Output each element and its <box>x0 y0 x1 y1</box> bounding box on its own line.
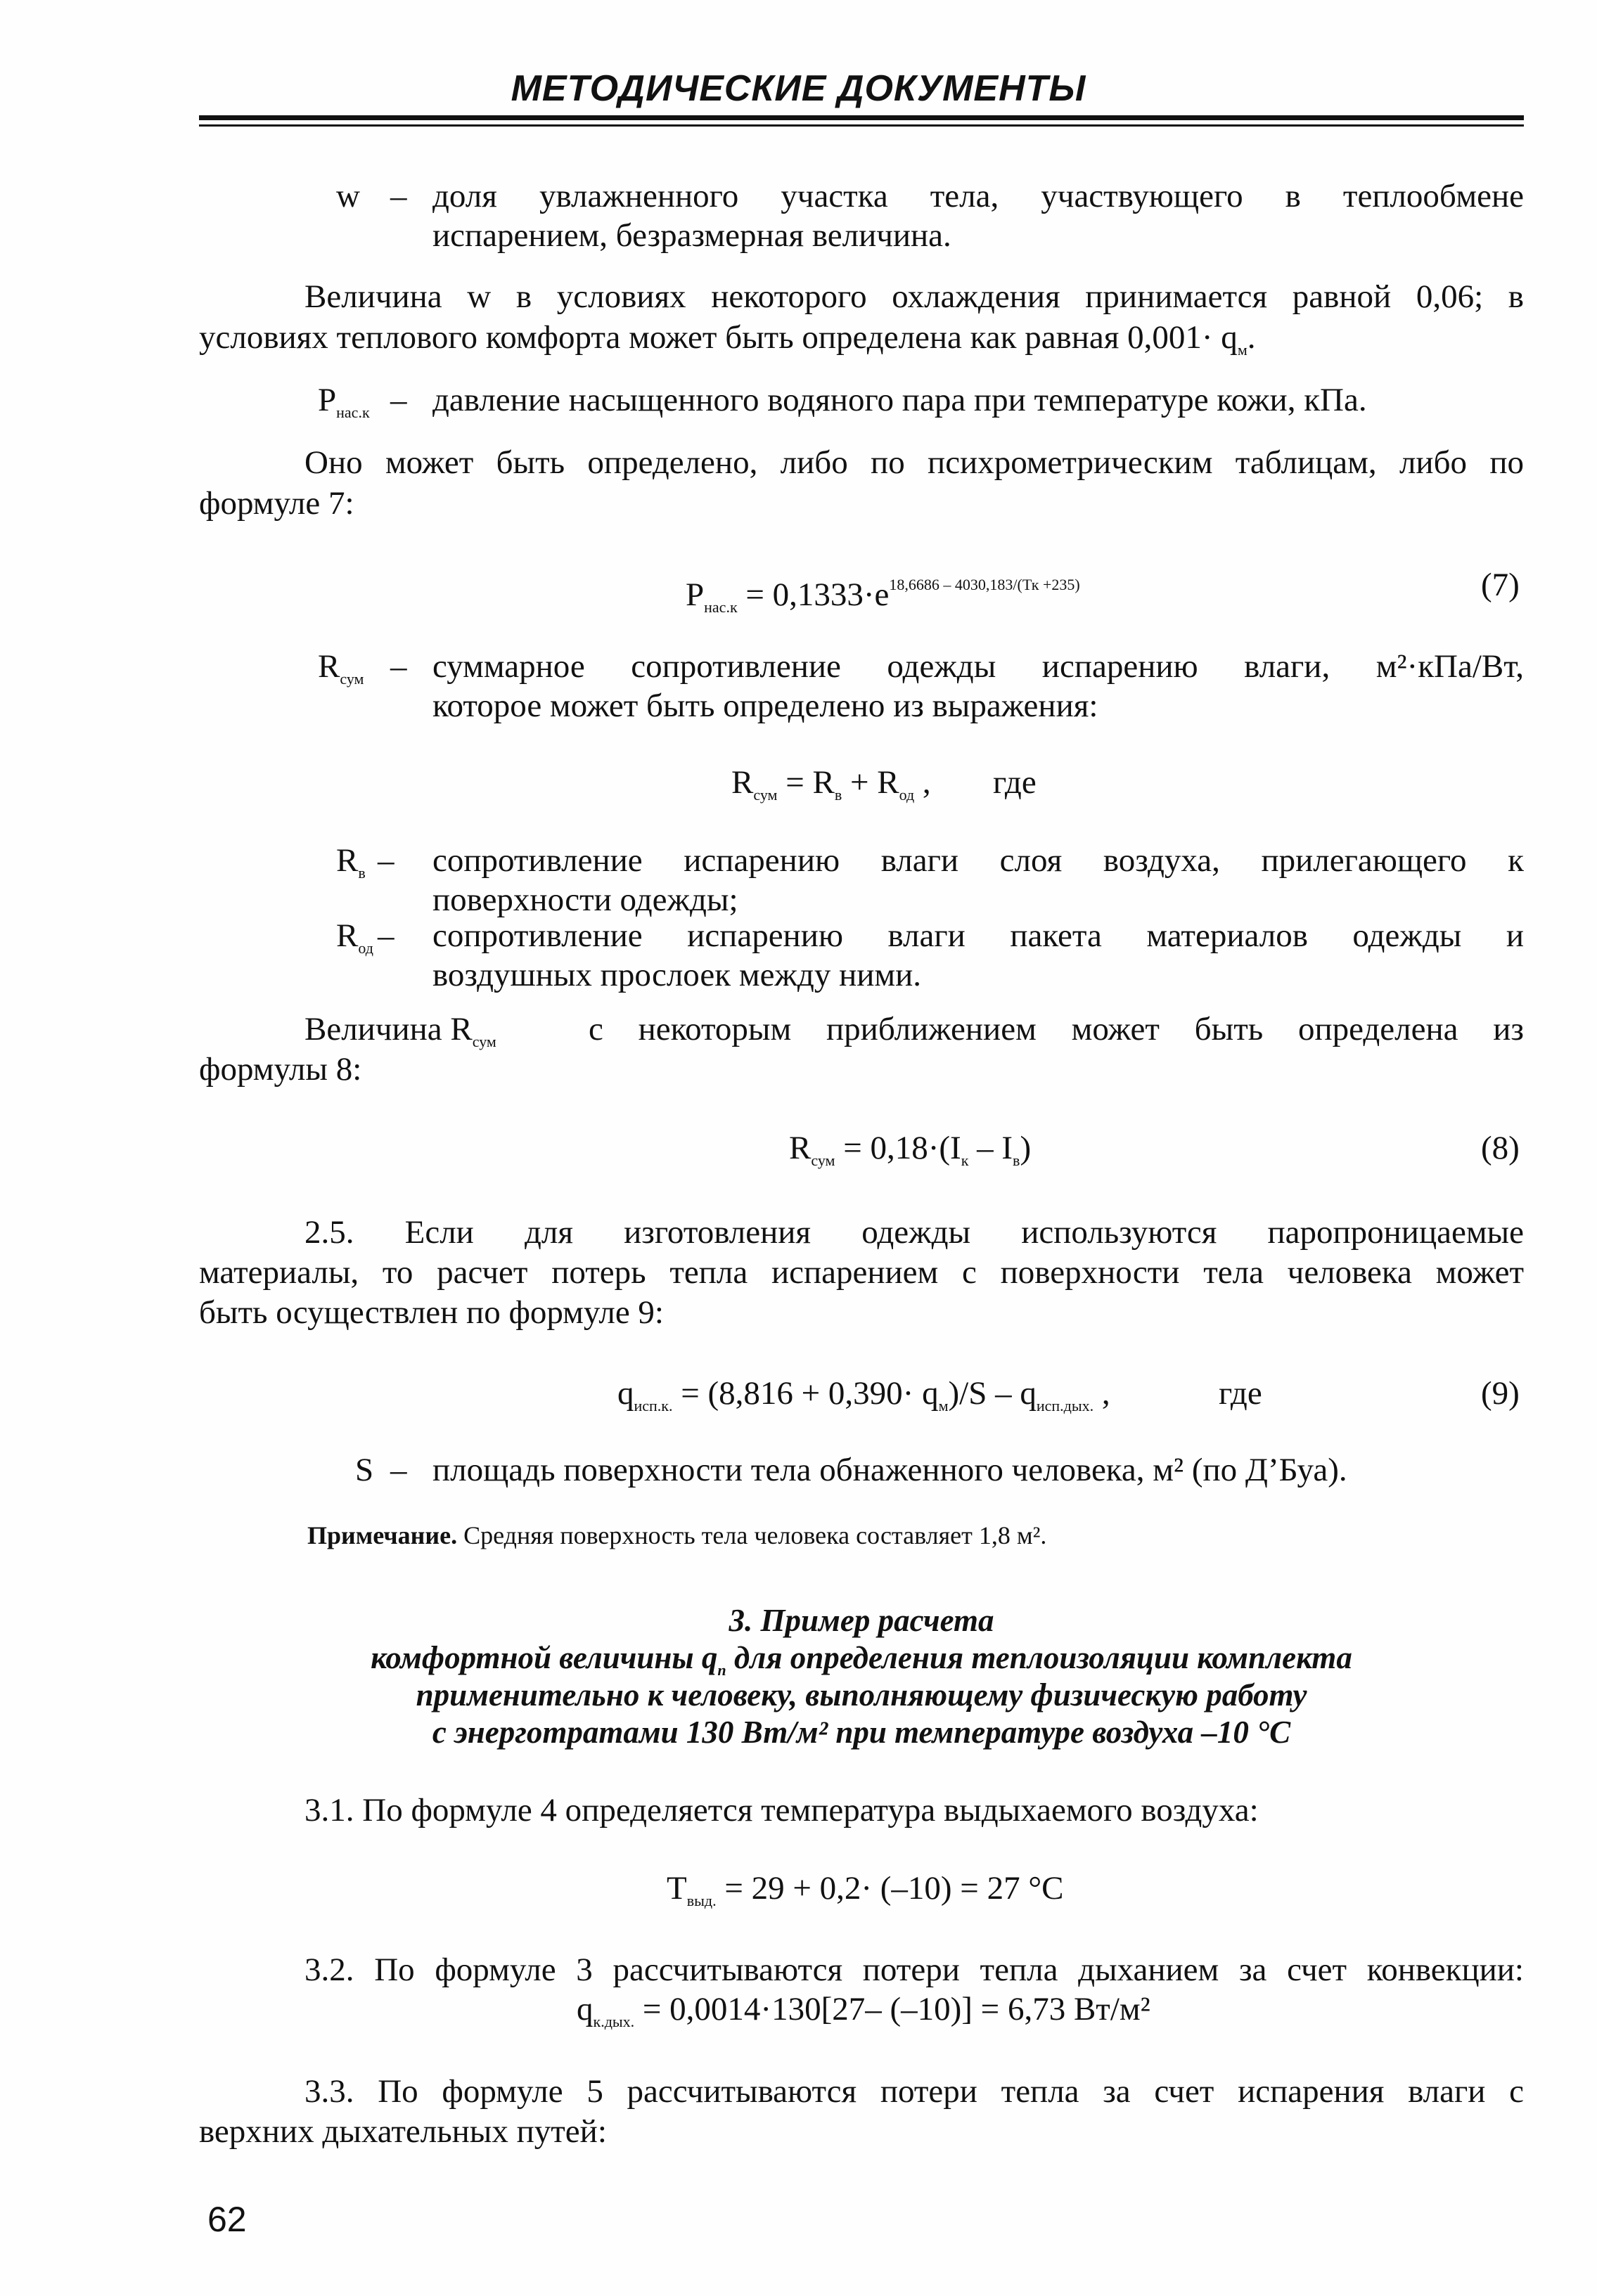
para-32: 3.2. По формуле 3 рассчитываются потери тепла дыханием за счет конвекции: <box>304 1952 1524 1988</box>
formula-r-where: где <box>993 764 1037 801</box>
section3-title-line2: комфортной величины $q_п$ для определения теплоизоляции комплекта <box>371 1640 1352 1679</box>
formula-r-sum: $R_{сум} = R_в + R_{од}$ , <box>731 764 931 804</box>
para-p-line1: Оно может быть определено, либо по психрометрическим таблицам, либо по <box>304 444 1524 481</box>
header-rule-thin <box>199 124 1524 127</box>
def-r-symbol: $R_{сум}$ <box>318 648 364 688</box>
def-w-line2: испарением, безразмерная величина. <box>432 217 951 254</box>
def-rod-symbol: $R_{од}$ <box>336 917 373 957</box>
def-rv-dash: – <box>378 842 395 879</box>
def-rod-dash: – <box>378 917 395 954</box>
def-w-line1: доля увлажненного участка тела, участвующего в теплообмене <box>432 178 1524 214</box>
formula-8-number: (8) <box>1481 1130 1520 1166</box>
def-rv-line2: поверхности одежды; <box>432 882 738 918</box>
header-rule-thick <box>199 115 1524 120</box>
def-p-symbol: $P_{нас.к}$ <box>318 382 370 421</box>
def-rod-line2: воздушных прослоек между ними. <box>432 957 922 993</box>
para-33-line1: 3.3. По формуле 5 рассчитываются потери тепла за счет испарения влаги с <box>304 2073 1524 2110</box>
note: Примечание. Средняя поверхность тела человека составляет 1,8 м². <box>307 1521 1047 1549</box>
formula-9-where: где <box>1219 1375 1262 1412</box>
para-31: 3.1. По формуле 4 определяется температура выдыхаемого воздуха: <box>304 1792 1259 1829</box>
def-w-dash: – <box>390 178 407 214</box>
def-p-text: давление насыщенного водяного пара при температуре кожи, кПа. <box>432 382 1367 418</box>
para-25-line2: материалы, то расчет потерь тепла испарением с поверхности тела человека может <box>199 1254 1524 1291</box>
formula-9-number: (9) <box>1481 1375 1520 1412</box>
running-header: МЕТОДИЧЕСКИЕ ДОКУМЕНТЫ <box>511 68 1086 109</box>
para-25-line1: 2.5. Если для изготовления одежды используются паропроницаемые <box>304 1214 1524 1251</box>
def-r-line2: которое может быть определено из выражения: <box>432 688 1098 724</box>
def-rv-symbol: $R_в$ <box>336 842 366 882</box>
para-r-line2: формулы 8: <box>199 1051 362 1088</box>
formula-7-number: (7) <box>1481 567 1520 603</box>
para-p-line2: формуле 7: <box>199 485 354 522</box>
formula-9: $q_{исп.к.} = (8,816 + 0,390\cdot q_м)/S - q_{исп.дых.}$ , <box>617 1375 1110 1414</box>
formula-8: $R_{сум} = 0,18\cdot(I_к - I_в)$ <box>789 1130 1032 1169</box>
para-25-line3: быть осуществлен по формуле 9: <box>199 1294 664 1331</box>
para-r-line1: Величина $R_{сум}$ с некоторым приближением может быть определена из <box>304 1011 1524 1050</box>
def-rv-line1: сопротивление испарению влаги слоя воздуха, прилегающего к <box>432 842 1524 879</box>
def-r-dash: – <box>390 648 407 685</box>
section3-title-line3: применительно к человеку, выполняющему физическую работу <box>416 1677 1307 1713</box>
section3-title-line4: с энерготратами 130 Вт/м² при температуре воздуха –10 °С <box>432 1715 1291 1750</box>
formula-32: $q_{к.дых.} = 0,0014\cdot 130[27-$ (–10)] = 6,73 Вт/м² <box>577 1991 1150 2030</box>
formula-31: $T_{выд.} = 29 + 0,2\cdot (-10) = 27$ °С <box>667 1870 1064 1909</box>
para-w-line1: Величина w в условиях некоторого охлаждения принимается равной 0,06; в <box>304 278 1524 315</box>
section3-title-line1: 3. Пример расчета <box>729 1603 994 1638</box>
def-w-symbol: w <box>336 178 360 214</box>
page-number: 62 <box>207 2200 247 2239</box>
def-r-line1: суммарное сопротивление одежды испарению влаги, м²·кПа/Вт, <box>432 648 1524 685</box>
formula-7: $P_{нас.к} = 0,1333\cdot e^{18,6686 - 4030,183/(Тк +235)}$ <box>686 576 1080 616</box>
para-w-line2: условиях теплового комфорта может быть определена как равная $0,001\cdot q_м$. <box>199 319 1256 359</box>
def-rod-line1: сопротивление испарению влаги пакета материалов одежды и <box>432 917 1524 954</box>
para-33-line2: верхних дыхательных путей: <box>199 2113 607 2150</box>
def-s-symbol: S <box>355 1452 374 1488</box>
def-s-text: площадь поверхности тела обнаженного человека, м² (по Д’Буа). <box>432 1452 1347 1488</box>
def-p-dash: – <box>390 382 407 418</box>
def-s-dash: – <box>390 1452 407 1488</box>
